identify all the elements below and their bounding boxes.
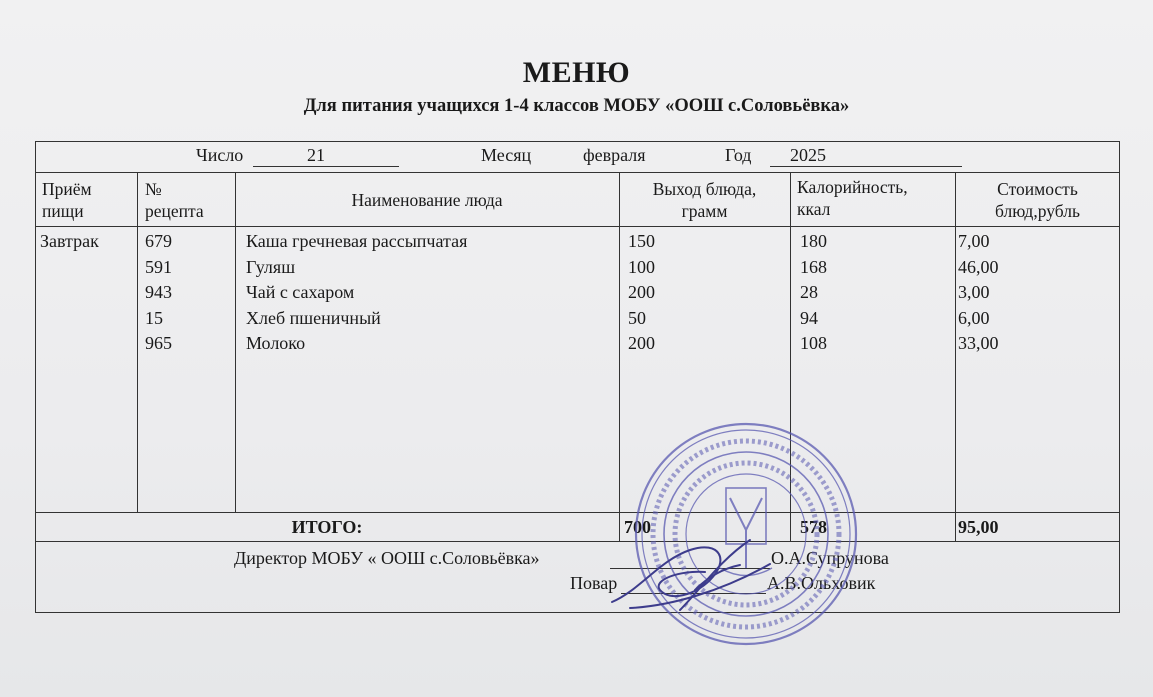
col-divider-3 bbox=[619, 172, 620, 541]
cook-label: Повар bbox=[570, 573, 618, 593]
calories-value: 28 bbox=[800, 282, 818, 302]
date-year-line bbox=[770, 166, 962, 167]
header-meal bbox=[42, 179, 92, 223]
col-divider-1 bbox=[137, 172, 138, 512]
header-yield-line1: Выход блюда, bbox=[652, 179, 757, 199]
date-month-label: Месяц bbox=[481, 145, 532, 165]
director-name: О.А.Супрунова bbox=[771, 548, 889, 568]
director-label: Директор МОБУ « ООШ с.Соловьёвка» bbox=[234, 548, 540, 568]
dish-column bbox=[246, 229, 467, 357]
header-recipe-line1: № bbox=[145, 179, 162, 199]
header-meal-line1: Приём bbox=[42, 179, 92, 199]
total-calories: 578 bbox=[800, 517, 827, 537]
date-day-value: 21 bbox=[307, 145, 325, 165]
yield-column bbox=[628, 229, 655, 357]
yield-value: 100 bbox=[628, 256, 655, 277]
calories-value: 108 bbox=[800, 333, 827, 353]
cook-name: А.В.Ольховик bbox=[767, 573, 876, 593]
price-value: 3,00 bbox=[958, 282, 990, 302]
calories-value: 180 bbox=[800, 231, 827, 251]
recipe-number: 679 bbox=[145, 231, 172, 251]
rule-header bbox=[35, 226, 1120, 227]
price-column bbox=[958, 229, 999, 357]
dish-name: Каша гречневая рассыпчатая bbox=[246, 231, 468, 251]
dish-name: Гуляш bbox=[246, 256, 296, 277]
recipe-column bbox=[145, 229, 172, 357]
header-recipe bbox=[145, 179, 204, 223]
calories-column bbox=[800, 229, 827, 357]
price-value: 46,00 bbox=[958, 256, 999, 277]
yield-value: 200 bbox=[628, 333, 655, 353]
price-value: 6,00 bbox=[958, 307, 990, 328]
header-calories-line2: ккал bbox=[797, 198, 831, 219]
date-day-label: Число bbox=[196, 145, 244, 165]
header-dish: Наименование люда bbox=[351, 190, 503, 210]
recipe-number: 591 bbox=[145, 256, 172, 277]
calories-value: 94 bbox=[800, 307, 818, 328]
dish-name: Молоко bbox=[246, 333, 306, 353]
header-calories-line1: Калорийность, bbox=[797, 177, 908, 197]
dish-name: Чай с сахаром bbox=[246, 282, 355, 302]
price-value: 33,00 bbox=[958, 333, 999, 353]
header-yield-line2: грамм bbox=[681, 200, 728, 221]
page-title: МЕНЮ bbox=[522, 56, 631, 89]
yield-value: 50 bbox=[628, 307, 646, 328]
header-price-line1: Стоимость bbox=[997, 179, 1078, 199]
yield-value: 150 bbox=[628, 231, 655, 251]
date-day-line bbox=[253, 166, 399, 167]
meal-name: Завтрак bbox=[40, 231, 99, 251]
header-price-line2: блюд,рубль bbox=[995, 200, 1080, 221]
price-value: 7,00 bbox=[958, 231, 990, 251]
total-label: ИТОГО: bbox=[291, 517, 363, 537]
rule-date bbox=[35, 172, 1120, 173]
total-price: 95,00 bbox=[958, 517, 999, 537]
signature-icon bbox=[600, 517, 800, 620]
col-divider-5 bbox=[955, 172, 956, 541]
recipe-number: 943 bbox=[145, 282, 172, 302]
rule-total-bottom bbox=[35, 541, 1120, 542]
calories-value: 168 bbox=[800, 256, 827, 277]
col-divider-2 bbox=[235, 172, 236, 512]
recipe-number: 965 bbox=[145, 333, 172, 353]
header-calories bbox=[797, 177, 908, 221]
header-recipe-line2: рецепта bbox=[145, 200, 204, 221]
yield-value: 200 bbox=[628, 282, 655, 302]
total-yield: 700 bbox=[624, 517, 651, 537]
date-year-value: 2025 bbox=[790, 145, 826, 165]
header-price bbox=[955, 179, 1120, 223]
page-subtitle: Для питания учащихся 1-4 классов МОБУ «ООШ с.Соловьёвка» bbox=[303, 96, 850, 116]
date-month-value: февраля bbox=[583, 145, 646, 165]
dish-name: Хлеб пшеничный bbox=[246, 307, 381, 328]
date-year-label: Год bbox=[725, 145, 752, 165]
header-meal-line2: пищи bbox=[42, 200, 84, 221]
recipe-number: 15 bbox=[145, 307, 163, 328]
header-yield bbox=[619, 179, 790, 223]
rule-total-top bbox=[35, 512, 1120, 513]
